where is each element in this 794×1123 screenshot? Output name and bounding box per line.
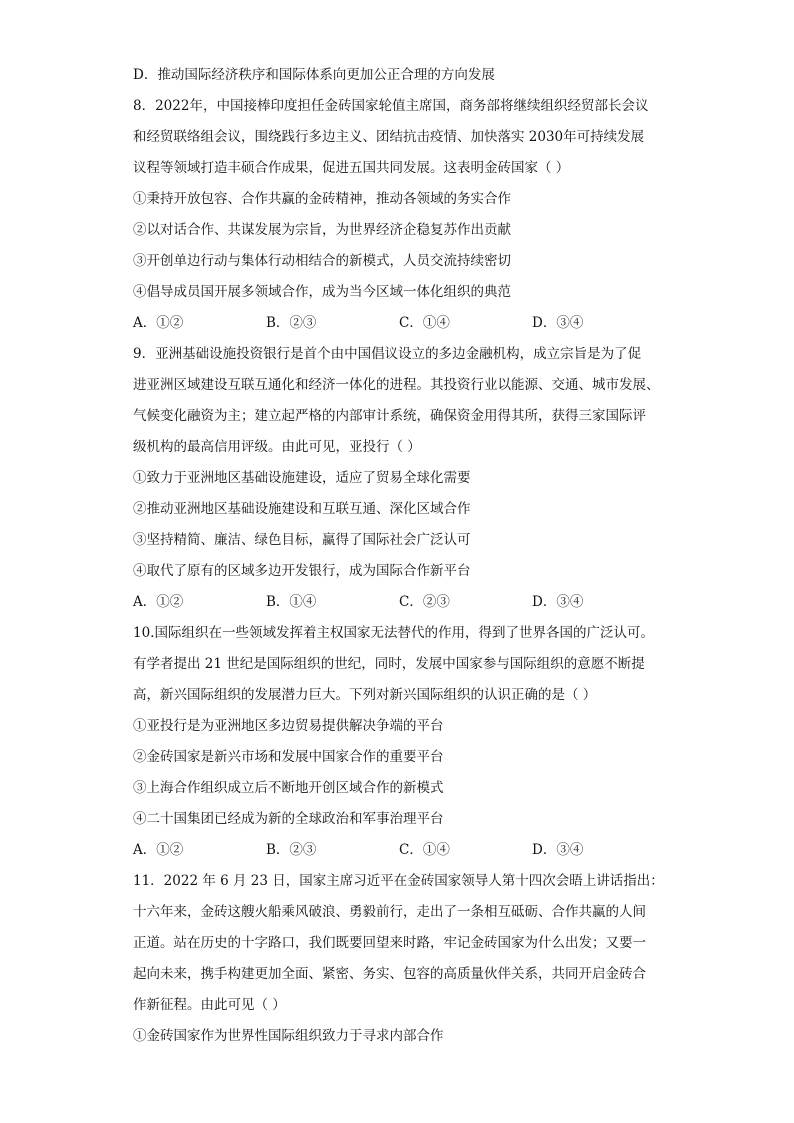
q8-stem-line: 和经贸联络组会议，围绕践行多边主义、团结抗击疫情、加快落实 2030年可持续发展 [133, 129, 645, 145]
q11-stem-line: 作新征程。由此可见（ ） [133, 997, 286, 1013]
q9-choice-a: A．①② [133, 594, 184, 610]
q9-statement-4: ④取代了原有的区域多边开发银行，成为国际合作新平台 [133, 563, 471, 579]
q9-statement-2: ②推动亚洲地区基础设施建设和互联互通、深化区域合作 [133, 501, 471, 517]
q10-statement-3: ③上海合作组织成立后不断地开创区域合作的新模式 [133, 780, 444, 796]
q9-statement-1: ①致力于亚洲地区基础设施建设，适应了贸易全球化需要 [133, 470, 471, 486]
q8-statement-1: ①秉持开放包容、合作共赢的金砖精神，推动各领域的务实合作 [133, 191, 511, 207]
q8-stem-line: 8．2022年，中国接棒印度担任金砖国家轮值主席国，商务部将继续组织经贸部长会议 [133, 98, 649, 114]
q10-choice-c: C．①④ [399, 842, 450, 858]
q10-choice-b: B．②③ [266, 842, 317, 858]
exam-page [133, 60, 665, 1052]
q11-stem-line: 十六年来，金砖这艘火船乘风破浪、勇毅前行，走出了一条相互砥砺、合作共赢的人间 [133, 904, 646, 920]
q8-statement-4: ④倡导成员国开展多领域合作，成为当今区域一体化组织的典范 [133, 284, 511, 300]
q8-stem-line: 议程等领域打造丰硕合作成果，促进五国共同发展。这表明金砖国家（ ） [133, 160, 570, 176]
q10-choices [133, 835, 665, 866]
q10-choice-d: D．③④ [532, 842, 584, 858]
q9-stem-line: 气候变化融资为主；建立起严格的内部审计系统，确保资金用得其所，获得三家国际评 [133, 408, 646, 424]
q9-stem-line: 级机构的最高信用评级。由此可见，亚投行（ ） [133, 439, 421, 455]
q9-choices [133, 587, 665, 618]
q10-stem-line: 有学者提出 21 世纪是国际组织的世纪，同时，发展中国家参与国际组织的意愿不断提 [133, 656, 645, 672]
q8-statement-2: ②以对话合作、共谋发展为宗旨，为世界经济企稳复苏作出贡献 [133, 222, 511, 238]
q10-choice-a: A．①② [133, 842, 184, 858]
q10-statement-1: ①亚投行是为亚洲地区多边贸易提供解决争端的平台 [133, 718, 444, 734]
q9-choice-c: C．②③ [399, 594, 450, 610]
q8-choice-a: A．①② [133, 315, 184, 331]
q9-stem-line: 9．亚洲基础设施投资银行是首个由中国倡议设立的多边金融机构，成立宗旨是为了促 [133, 346, 642, 362]
q10-stem-line: 高，新兴国际组织的发展潜力巨大。下列对新兴国际组织的认识正确的是（ ） [133, 687, 597, 703]
q11-stem-line: 正道。站在历史的十字路口，我们既要回望来时路，牢记金砖国家为什么出发；又要一 [133, 935, 646, 951]
q9-choice-d: D．③④ [532, 594, 584, 610]
question-9 [133, 339, 665, 618]
q8-statement-3: ③开创单边行动与集体行动相结合的新模式，人员交流持续密切 [133, 253, 511, 269]
q8-choice-c: C．①④ [399, 315, 450, 331]
question-8 [133, 91, 665, 339]
q8-choice-d: D．③④ [532, 315, 584, 331]
q9-choice-b: B．①④ [266, 594, 317, 610]
q9-stem-line: 进亚洲区域建设互联互通化和经济一体化的进程。其投资行业以能源、交通、城市发展、 [133, 377, 660, 393]
q10-statement-4: ④二十国集团已经成为新的全球政治和军事治理平台 [133, 811, 444, 827]
q7-option-d: D．推动国际经济秩序和国际体系向更加公正合理的方向发展 [133, 67, 495, 83]
q11-statement-1: ①金砖国家作为世界性国际组织致力于寻求内部合作 [133, 1028, 444, 1044]
q9-statement-3: ③坚持精简、廉洁、绿色目标，赢得了国际社会广泛认可 [133, 532, 471, 548]
question-11 [133, 866, 665, 1052]
question-10 [133, 618, 665, 866]
q11-stem-line: 11．2022 年 6 月 23 日，国家主席习近平在金砖国家领导人第十四次会晤上讲话指出： [133, 873, 664, 889]
q8-choices [133, 308, 665, 339]
q10-stem-line: 10.国际组织在一些领域发挥着主权国家无法替代的作用，得到了世界各国的广泛认可。 [133, 625, 654, 641]
q8-choice-b: B．②③ [266, 315, 317, 331]
q11-stem-line: 起向未来，携手构建更加全面、紧密、务实、包容的高质量伙伴关系，共同开启金砖合 [133, 966, 646, 982]
q10-statement-2: ②金砖国家是新兴市场和发展中国家合作的重要平台 [133, 749, 444, 765]
